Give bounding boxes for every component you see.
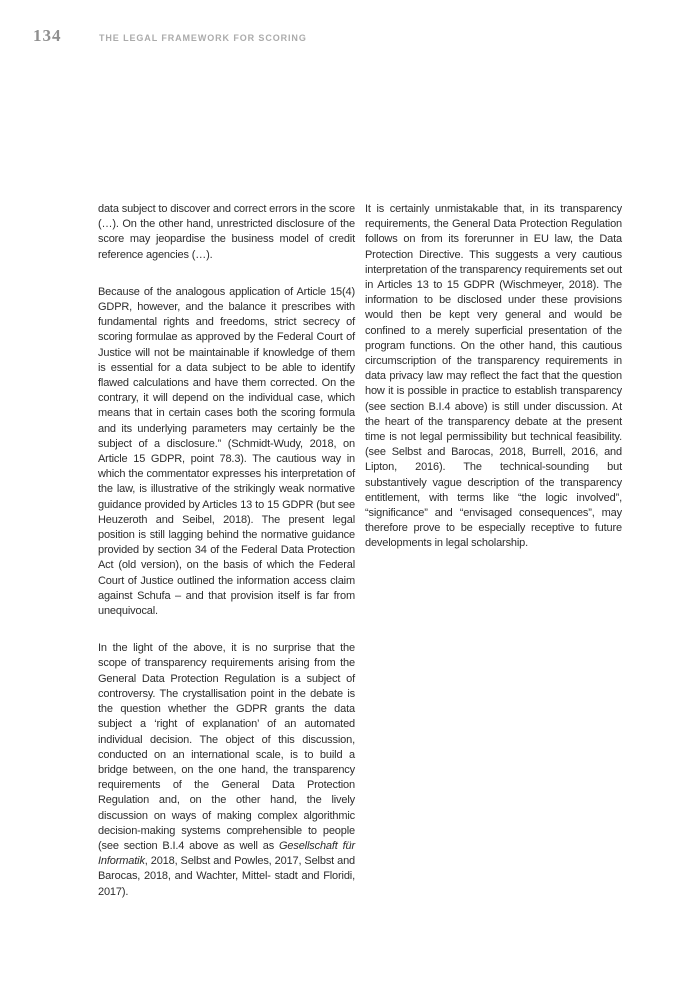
- body-paragraph: [98, 641, 355, 899]
- right-column: [365, 202, 622, 900]
- text-run: It is certainly unmistakable that, in its transparency requirements, the General Data Protection Regulation follows on from its forerunner in EU law, the Data Protection Directive. This suggests a very cautious interpretation of the transparency requirements set out in Articles 13 to 15 GDPR (Wischmeyer, 2018). The information to be disclosed under these provisions would then be kept very general and would be confined to a merely superficial presentation of the program functions. On the other hand, this cautious circumscription of the transparency requirements in data privacy law may reflect the fact that the question how it is possible in practice to establish transparency (see section B.I.4 above) is still under discussion. At the heart of the transparency debate at the present time is not legal permissibility but technical feasibility. (see Selbst and Barocas, 2018, Burrell, 2016, and Lipton, 2016). The technical-sounding but substantively vague description of the transparency entitlement, with terms like “the logic involved”, “significance” and “envisaged consequences”, may therefore prove to be especially receptive to future developments in legal scholarship.: [365, 203, 622, 550]
- two-column-text-block: [98, 202, 622, 900]
- text-run: In the light of the above, it is no surprise that the scope of transparency requirements arising from the General Data Protection Regulation is a subject of controversy. The crystallisation point in the debate is the question whether the GDPR grants the data subject a ‘right of explanation’ of an automated individual decision. The object of this discussion, conducted on an international scale, is to build a bridge between, on the one hand, the transparency requirements of the General Data Protection Regulation and, on the other hand, the lively discussion on ways of making complex algorithmic decision-making systems comprehensible to people (see section B.I.4 above as well as: [98, 642, 355, 852]
- left-column: [98, 202, 355, 900]
- italic-text-run: Gesellschaft für Informatik: [98, 839, 355, 868]
- text-run: Because of the analogous application of Article 15(4) GDPR, however, and the balance it prescribes with fundamental rights and freedoms, strict secrecy of scoring formulae as approved by the Federal Court of Justice will not be maintainable if knowledge of them is essential for a data subject to be able to identify flawed calculations and have them corrected. On the contrary, it will depend on the individual case, which means that in certain cases both the scoring formula and its underlying parameters may certainly be the subject of a disclosure.” (Schmidt-Wudy, 2018, on Article 15 GDPR, point 78.3). The cautious way in which the commentator expresses his interpretation of the law, is illustrative of the strikingly weak normative guidance provided by Articles 13 to 15 GDPR (but see Heuzeroth and Seibel, 2018). The present legal position is still lagging behind the normative guidance provided by section 34 of the Federal Data Protection Act (old version), on the basis of which the Federal Court of Justice outlined the information access claim against Schufa – and that provision itself is far from unequivocal.: [98, 285, 355, 618]
- body-paragraph: [98, 202, 355, 263]
- text-run: data subject to discover and correct errors in the score (…). On the other hand, unrestricted disclosure of the score may jeopardise the business model of credit reference agencies (…).: [98, 203, 355, 261]
- page-header: [0, 0, 700, 60]
- body-paragraph: [365, 202, 622, 552]
- body-paragraph: [98, 285, 355, 619]
- page-number: 134: [33, 26, 62, 45]
- running-head: THE LEGAL FRAMEWORK FOR SCORING: [99, 33, 307, 43]
- text-run: , 2018, Selbst and Powles, 2017, Selbst and Barocas, 2018, and Wachter, Mittel- stadt and Floridi, 2017).: [98, 855, 355, 898]
